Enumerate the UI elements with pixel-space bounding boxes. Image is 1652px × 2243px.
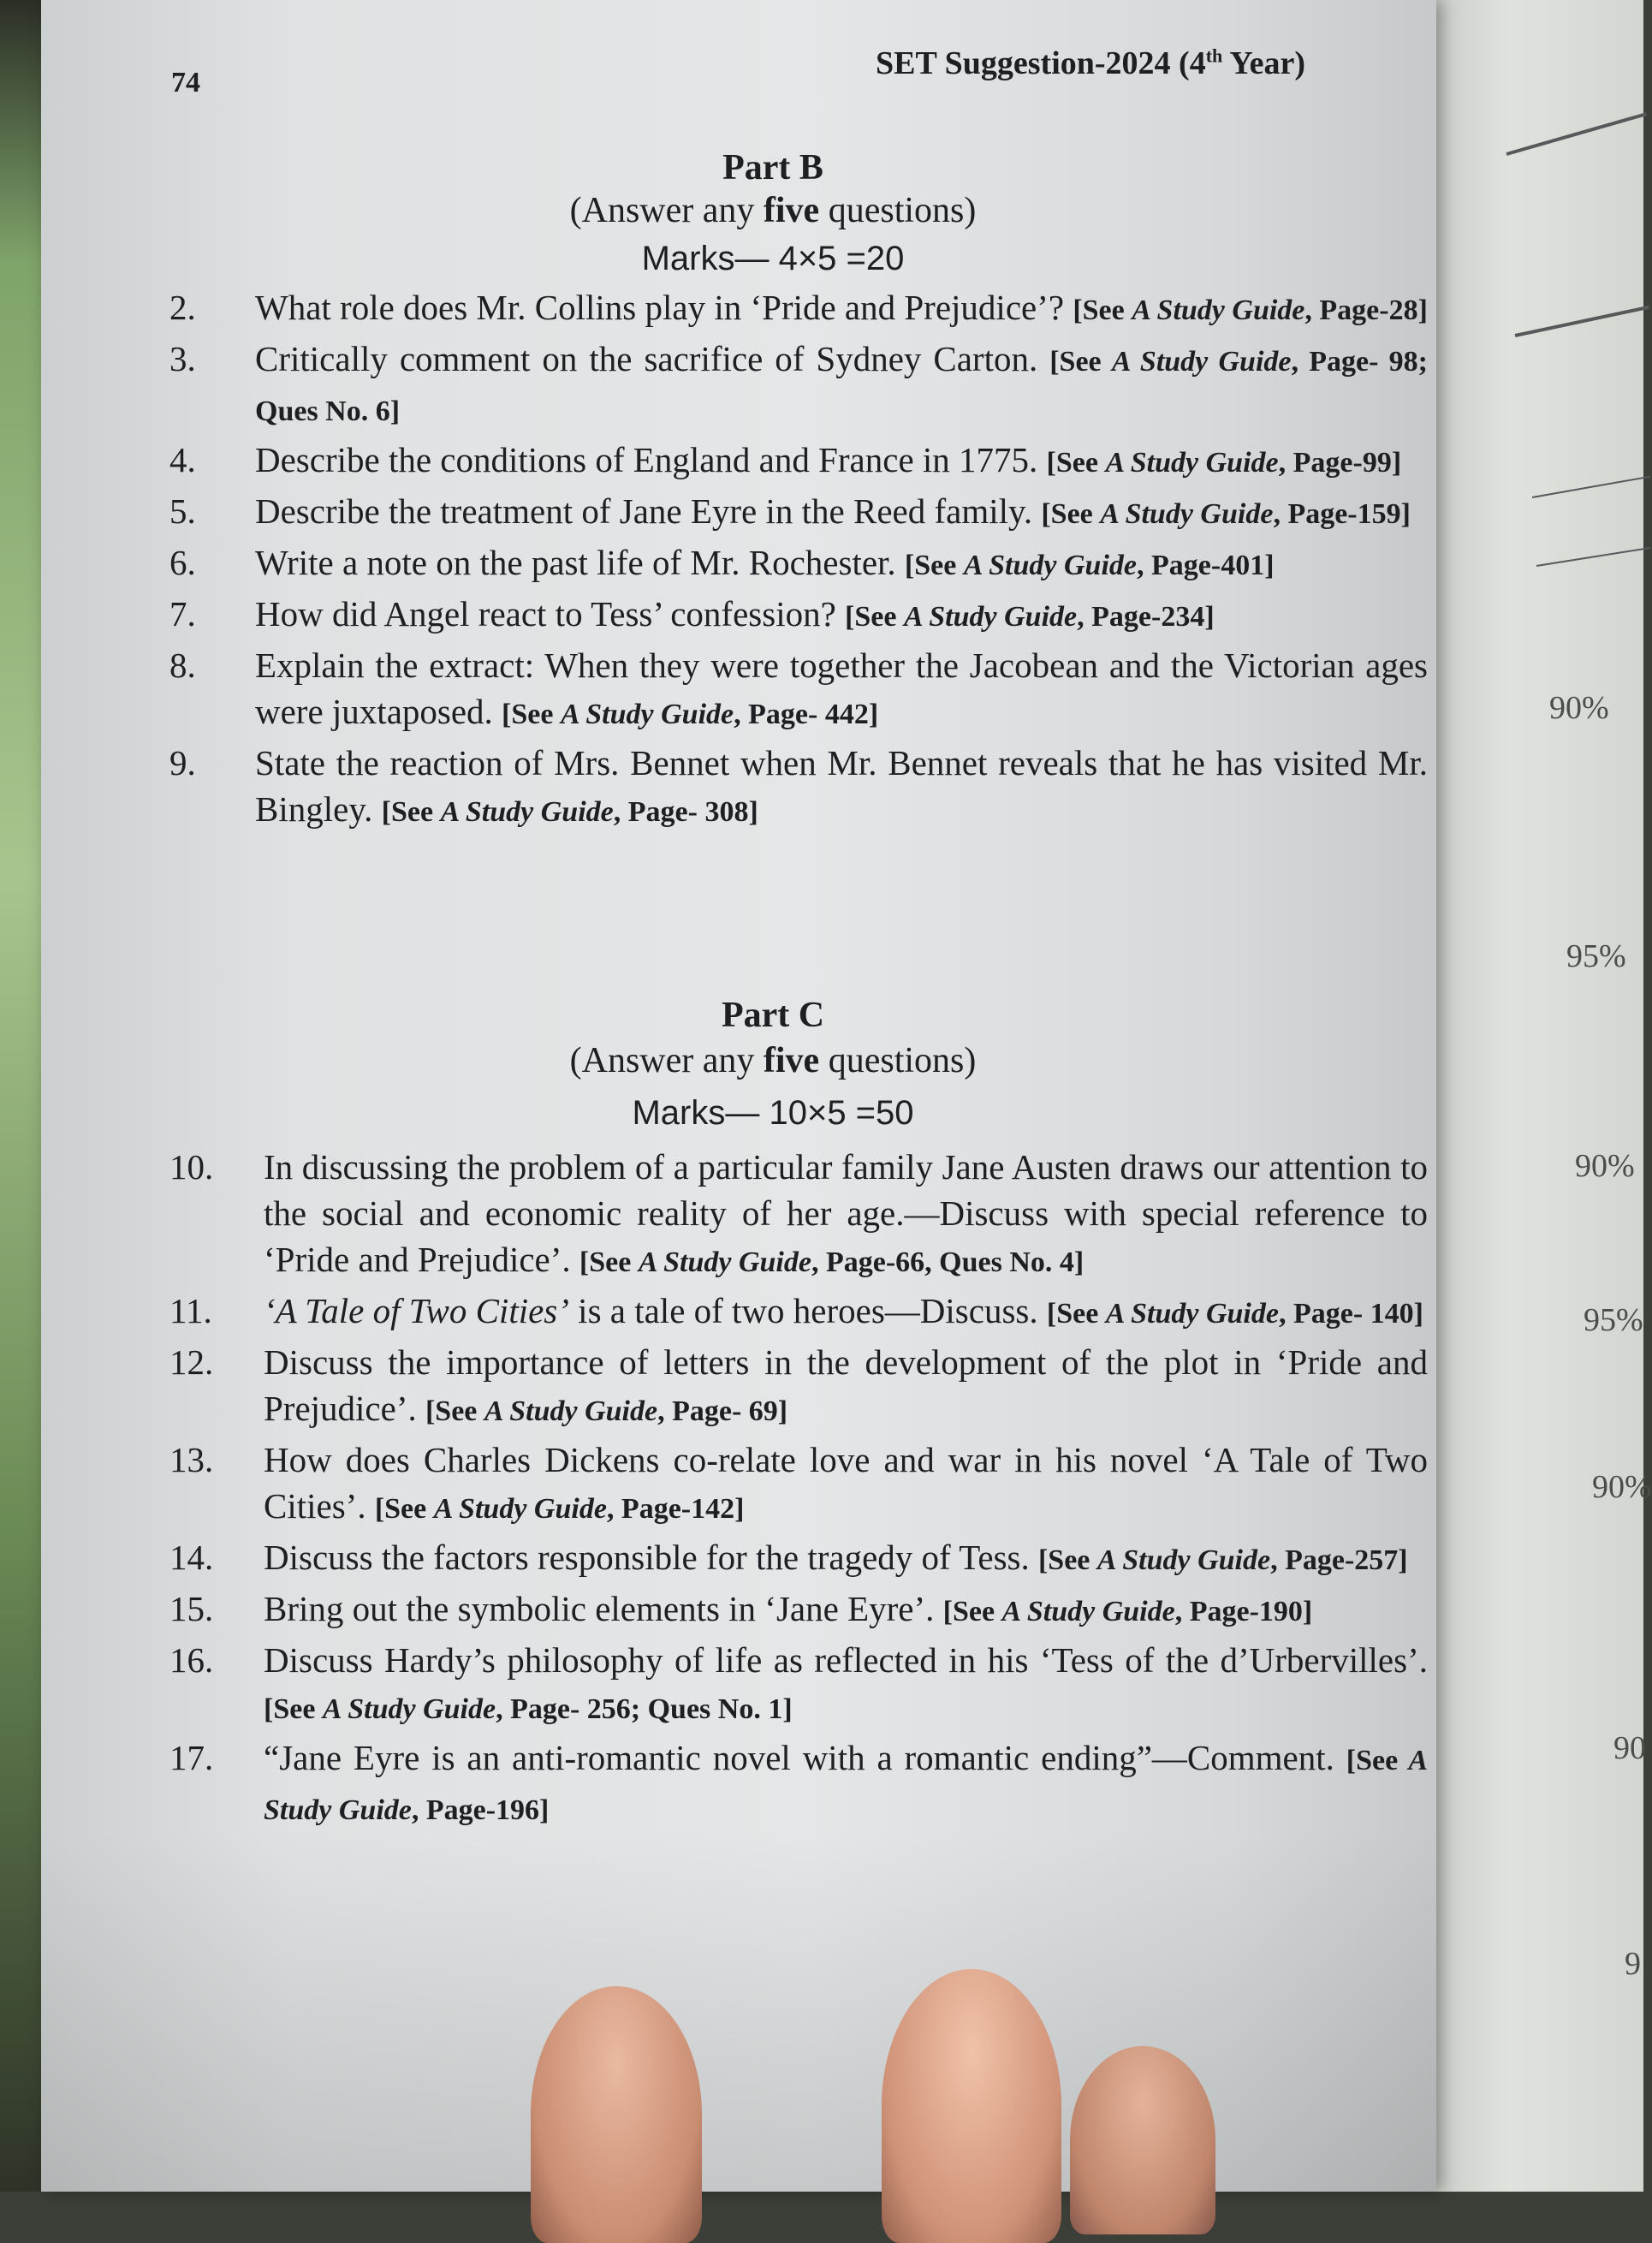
part-c-marks: Marks— 10×5 =50: [632, 1094, 914, 1132]
study-guide-reference: [See A Study Guide, Page-190]: [942, 1596, 1313, 1627]
study-guide-reference: [See A Study Guide, Page-99]: [1046, 447, 1402, 479]
question-text: Discuss the importance of letters in the development of the plot in ‘Pride and Prejudice’. [See A Study Guide, Page- 69]: [264, 1342, 1428, 1428]
question-text: Discuss the factors responsible for the tragedy of Tess. [See A Study Guide, Page-257]: [264, 1538, 1408, 1577]
fingertip: [1070, 2046, 1215, 2234]
study-guide-reference: [See A Study Guide, Page- 140]: [1046, 1298, 1423, 1330]
question-number: 2.: [169, 288, 196, 327]
question-number: 15.: [169, 1589, 214, 1628]
question-item: [169, 1339, 1428, 1435]
question-number: 10.: [169, 1147, 214, 1187]
study-guide-reference: [See A Study Guide, Page-257]: [1037, 1544, 1408, 1576]
page-shadow: [41, 1832, 1436, 2192]
part-b-instruction: (Answer any five questions): [569, 191, 977, 230]
question-item: [169, 642, 1428, 738]
question-number: 3.: [169, 339, 196, 378]
question-text: Explain the extract: When they were together the Jacobean and the Victorian ages were juxtaposed. [See A Study Guide, Page- 442]: [255, 646, 1428, 731]
question-title-italic: ‘A Tale of Two Cities’: [264, 1291, 569, 1330]
question-item: [169, 1734, 1428, 1834]
question-text: Write a note on the past life of Mr. Rochester. [See A Study Guide, Page-401]: [255, 543, 1275, 582]
question-item: [169, 1637, 1428, 1733]
study-guide-reference: [See A Study Guide, Page-159]: [1041, 498, 1411, 530]
question-text: Describe the treatment of Jane Eyre in the Reed family. [See A Study Guide, Page-159]: [255, 491, 1411, 531]
question-text: How does Charles Dickens co-relate love and war in his novel ‘A Tale of Two Cities’. [See A Study Guide, Page-142]: [264, 1440, 1428, 1526]
question-text: State the reaction of Mrs. Bennet when Mr. Bennet reveals that he has visited Mr. Bingley. [See A Study Guide, Page- 308]: [255, 743, 1428, 829]
margin-percent: 90%: [1592, 1469, 1652, 1505]
part-c-questions: [169, 1144, 1428, 1835]
margin-percent: 90: [1613, 1730, 1646, 1766]
study-guide-reference: [See A Study Guide, Page-66, Ques No. 4]: [579, 1246, 1084, 1278]
book-page: [41, 0, 1436, 2192]
question-number: 4.: [169, 440, 196, 479]
fingertip: [531, 1986, 702, 2243]
margin-percent: 95%: [1584, 1302, 1643, 1338]
question-item: [169, 591, 1428, 640]
question-number: 16.: [169, 1640, 214, 1680]
book-cover-edge: [0, 0, 41, 2192]
question-number: 5.: [169, 491, 196, 531]
study-guide-reference: [See A Study Guide, Page- 69]: [425, 1395, 788, 1427]
question-item: [169, 488, 1428, 538]
study-guide-reference: [See A Study Guide, Page-28]: [1073, 295, 1428, 326]
question-number: 14.: [169, 1538, 214, 1577]
question-text: How did Angel react to Tess’ confession? [See A Study Guide, Page-234]: [255, 594, 1215, 634]
study-guide-reference: [See A Study Guide, Page- 308]: [381, 796, 758, 828]
part-c-instruction: (Answer any five questions): [569, 1041, 977, 1080]
margin-percent: 90%: [1575, 1148, 1635, 1184]
ink-stroke: [1532, 476, 1650, 498]
ink-stroke: [1506, 112, 1647, 156]
running-header: SET Suggestion-2024 (4th Year): [876, 45, 1305, 81]
question-text: Describe the conditions of England and France in 1775. [See A Study Guide, Page-99]: [255, 440, 1402, 479]
question-number: 9.: [169, 743, 196, 782]
question-item: [169, 1288, 1428, 1337]
question-text: ‘A Tale of Two Cities’ is a tale of two heroes—Discuss. [See A Study Guide, Page- 140]: [264, 1291, 1423, 1330]
margin-percent: 9: [1625, 1946, 1641, 1982]
question-number: 12.: [169, 1342, 214, 1382]
margin-percent: 95%: [1566, 938, 1626, 974]
question-text: What role does Mr. Collins play in ‘Pride and Prejudice’? [See A Study Guide, Page-28]: [255, 288, 1428, 327]
question-text: “Jane Eyre is an anti-romantic novel with a romantic ending”—Comment. [See A Study Guide, Page-196]: [264, 1738, 1428, 1826]
page-number: 74: [171, 67, 200, 98]
study-guide-reference: [See A Study Guide, Page-196]: [264, 1745, 1428, 1826]
study-guide-reference: [See A Study Guide, Page- 256; Ques No. 1]: [264, 1693, 793, 1725]
question-number: 11.: [169, 1291, 212, 1330]
question-item: [169, 336, 1428, 435]
question-number: 17.: [169, 1738, 214, 1777]
ink-stroke: [1536, 547, 1651, 567]
question-item: [169, 437, 1428, 486]
part-b-marks: Marks— 4×5 =20: [641, 240, 905, 277]
question-item: [169, 1586, 1428, 1635]
study-guide-reference: [See A Study Guide, Page- 98; Ques No. 6]: [255, 346, 1428, 427]
ink-stroke: [1515, 306, 1649, 337]
study-guide-reference: [See A Study Guide, Page-142]: [374, 1493, 745, 1525]
margin-percent: 90%: [1549, 690, 1609, 726]
question-number: 13.: [169, 1440, 214, 1479]
question-text: Critically comment on the sacrifice of Sydney Carton. [See A Study Guide, Page- 98; Ques No. 6]: [255, 339, 1428, 427]
question-item: [169, 1144, 1428, 1286]
question-text: In discussing the problem of a particular family Jane Austen draws our attention to the social and economic reality of her age.—Discuss with special reference to ‘Pride and Prejudice’. [See A Study Guide, Page-66, Ques No. 4]: [264, 1147, 1428, 1279]
question-item: [169, 539, 1428, 589]
study-guide-reference: [See A Study Guide, Page- 442]: [502, 699, 879, 730]
question-item: [169, 284, 1428, 334]
question-number: 7.: [169, 594, 196, 634]
study-guide-reference: [See A Study Guide, Page-401]: [904, 550, 1275, 581]
question-item: [169, 1437, 1428, 1532]
question-item: [169, 1534, 1428, 1584]
question-text: Discuss Hardy’s philosophy of life as reflected in his ‘Tess of the d’Urbervilles’. [See A Study Guide, Page- 256; Ques No. 1]: [264, 1640, 1428, 1725]
part-c-title: Part C: [721, 996, 825, 1035]
part-b-title: Part B: [722, 148, 823, 187]
question-item: [169, 740, 1428, 836]
fingertip: [882, 1969, 1061, 2243]
question-number: 8.: [169, 646, 196, 685]
question-number: 6.: [169, 543, 196, 582]
question-text: Bring out the symbolic elements in ‘Jane Eyre’. [See A Study Guide, Page-190]: [264, 1589, 1313, 1628]
part-b-questions: [169, 284, 1428, 837]
study-guide-reference: [See A Study Guide, Page-234]: [845, 601, 1215, 633]
